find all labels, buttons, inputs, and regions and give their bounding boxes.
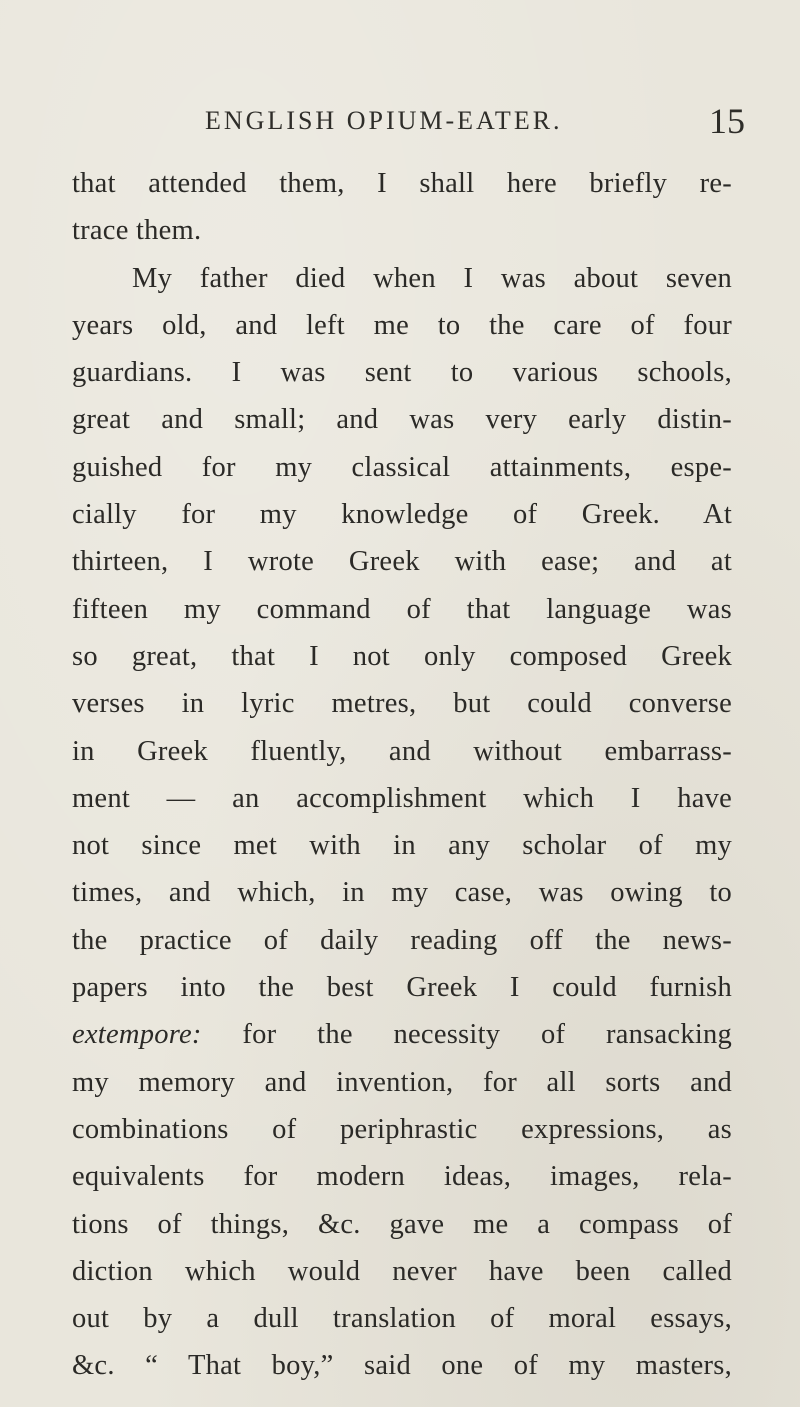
- text-line: years old, and left me to the care of four: [72, 309, 732, 341]
- text-line: guished for my classical attainments, espe-: [72, 451, 732, 483]
- text-line: in Greek fluently, and without embarrass-: [72, 735, 732, 767]
- text-line: verses in lyric metres, but could converse: [72, 688, 732, 720]
- text-line: guardians. I was sent to various schools,: [72, 357, 732, 389]
- text-line: times, and which, in my case, was owing to: [72, 877, 732, 909]
- italic-word: extempore:: [72, 1019, 202, 1051]
- text-line: ment — an accomplishment which I have: [72, 782, 732, 814]
- text-line: so great, that I not only composed Greek: [72, 640, 732, 672]
- text-line: out by a dull translation of moral essays,: [72, 1303, 732, 1335]
- text-line: fifteen my command of that language was: [72, 593, 732, 625]
- running-head: [205, 100, 745, 140]
- text-line: not since met with in any scholar of my: [72, 830, 732, 862]
- text-line: papers into the best Greek I could furnish: [72, 972, 732, 1004]
- text-line: &c. “ That boy,” said one of my masters,: [72, 1350, 732, 1382]
- page-number: 15: [709, 101, 745, 141]
- text-line: the practice of daily reading off the news-: [72, 924, 732, 956]
- text-line: great and small; and was very early distin-: [72, 404, 732, 436]
- text-line: trace them.: [72, 215, 202, 247]
- body-text: [72, 160, 732, 1390]
- text-line-with-italic: [72, 1011, 732, 1058]
- text-line: combinations of periphrastic expressions, as: [72, 1113, 732, 1145]
- text-line: my memory and invention, for all sorts and: [72, 1066, 732, 1098]
- text-line: equivalents for modern ideas, images, rela-: [72, 1161, 732, 1193]
- text-line: diction which would never have been called: [72, 1255, 732, 1287]
- text-line: My father died when I was about seven: [132, 262, 732, 294]
- line-remainder: for the necessity of ransacking: [201, 1019, 732, 1051]
- text-line: that attended them, I shall here briefly re-: [72, 168, 732, 199]
- text-line: tions of things, &c. gave me a compass of: [72, 1208, 732, 1240]
- text-line: cially for my knowledge of Greek. At: [72, 499, 732, 531]
- running-title: ENGLISH OPIUM-EATER.: [205, 106, 563, 135]
- text-line: thirteen, I wrote Greek with ease; and at: [72, 546, 732, 578]
